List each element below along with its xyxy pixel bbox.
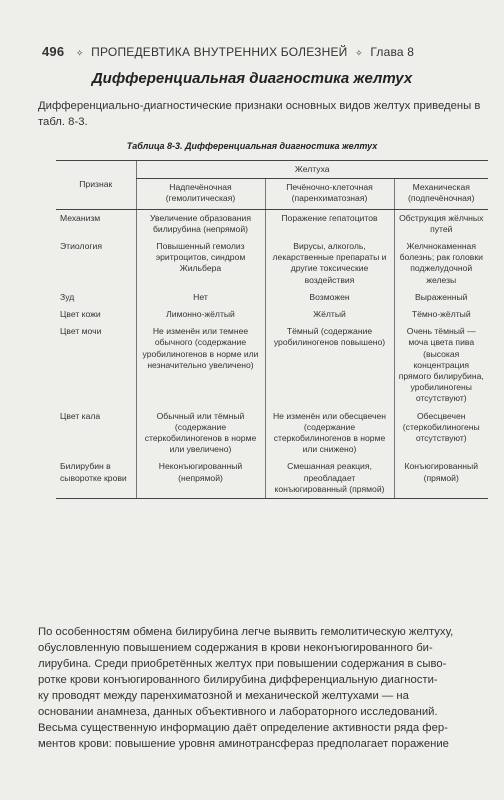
table-cell: Тёмный (содержание уробилиногенов повышено): [265, 323, 394, 407]
table-row: [56, 408, 488, 459]
table-cell: Тёмно-жёлтый: [394, 306, 488, 323]
table-row: [56, 306, 488, 323]
column-header-sub: (гемолитическая): [165, 193, 236, 204]
chapter-label: Глава 8: [370, 45, 415, 59]
table-row: [56, 458, 488, 498]
body-line: основании анамнеза, данных объективного и лабораторного исследований.: [38, 706, 438, 718]
body-line: Весьма существенную информацию даёт определение активности ряда фер-: [38, 722, 448, 734]
table-cell: Поражение гепатоцитов: [265, 209, 394, 238]
diamond-separator-icon: ✧: [355, 48, 363, 58]
row-feature: Билирубин в сыворотке крови: [56, 458, 136, 498]
column-header: [265, 179, 394, 209]
body-line: По особенностям обмена билирубина легче выявить гемолитическую желтуху,: [38, 626, 454, 638]
table-cell: Возможен: [265, 289, 394, 306]
table-cell: Не изменён или темнее обычного (содержание уробилиногенов в норме или незначительно увеличено): [136, 323, 265, 407]
row-feature: Цвет кожи: [60, 309, 101, 320]
table-cell: Конъюгированный (прямой): [394, 458, 488, 498]
diagnosis-table: [56, 160, 488, 499]
page-number: 496: [42, 44, 65, 59]
table-caption: Таблица 8-3. Дифференциальная диагностика желтух: [126, 141, 378, 151]
body-line: ментов крови: повышение уровня аминотрансфераз предполагает поражение: [38, 738, 449, 750]
column-header-name: Механическая: [412, 182, 470, 193]
table-cell: Повышенный гемолиз эритроцитов, синдром Жильбера: [136, 238, 265, 289]
table-cell: Обесцвечен (стеркобилиногены отсутствуют): [394, 408, 488, 459]
body-line: ку проводят между паренхиматозной и механической желтухами — на: [38, 690, 409, 702]
column-header-sub: (паренхиматозная): [291, 193, 368, 204]
table-cell: Жёлтый: [265, 306, 394, 323]
feature-column-header: Признак: [56, 161, 136, 210]
body-paragraph: [38, 624, 490, 752]
body-line: обусловленную повышением содержания в крови неконъюгированного би-: [38, 642, 433, 654]
table-cell: Смешанная реакция, преобладает конъюгированный (прямой): [265, 458, 394, 498]
row-feature: Этиология: [60, 241, 102, 252]
column-header-name: Печёночно-клеточная: [286, 182, 373, 193]
running-header: [42, 44, 486, 59]
row-feature: Зуд: [60, 291, 75, 302]
table-row: [56, 289, 488, 306]
table-cell: Очень тёмный — моча цвета пива (высокая концентрация прямого билирубина, уробилиногены отсутствуют): [394, 323, 488, 407]
diagnosis-table-wrapper: [56, 160, 488, 499]
book-title: ПРОПЕДЕВТИКА ВНУТРЕННИХ БОЛЕЗНЕЙ: [91, 45, 348, 59]
row-feature: Цвет кала: [60, 410, 101, 421]
body-line: лирубина. Среди приобретённых желтух при повышении содержания в сыво-: [38, 658, 447, 670]
section-title: Дифференциальная диагностика желтух: [91, 70, 413, 87]
column-header: [394, 179, 488, 209]
table-cell: Обструкция жёлчных путей: [394, 209, 488, 238]
table-row: [56, 238, 488, 289]
jaundice-group-header: Желтуха: [136, 161, 488, 179]
row-feature: Цвет мочи: [60, 326, 102, 337]
diamond-separator-icon: ✧: [75, 48, 84, 58]
intro-paragraph: Дифференциально-диагностические признаки основных видов желтух приведены в табл. 8-3.: [38, 100, 481, 128]
table-cell: Выраженный: [394, 289, 488, 306]
table-cell: Желчнокаменная болезнь; рак головки поджелудочной железы: [394, 238, 488, 289]
row-feature: Механизм: [60, 212, 101, 223]
table-cell: Вирусы, алкоголь, лекарственные препараты и другие токсические воздействия: [265, 238, 394, 289]
table-cell: Лимонно-жёлтый: [136, 306, 265, 323]
table-cell: Обычный или тёмный (содержание стеркобилиногенов в норме или увеличено): [136, 408, 265, 459]
column-header-sub: (подпечёночная): [408, 193, 475, 204]
table-cell: Увеличение образования билирубина (непрямой): [136, 209, 265, 238]
table-row: [56, 209, 488, 238]
column-header-name: Надпечёночная: [169, 182, 232, 193]
table-cell: Неконъюгированный (непрямой): [136, 458, 265, 498]
column-header: [136, 179, 265, 209]
table-cell: Не изменён или обесцвечен (содержание стеркобилиногенов в норме или снижено): [265, 408, 394, 459]
table-row: [56, 323, 488, 407]
table-cell: Нет: [136, 289, 265, 306]
body-line: ротке крови конъюгированного билирубина дифференциальную диагности-: [38, 674, 438, 686]
